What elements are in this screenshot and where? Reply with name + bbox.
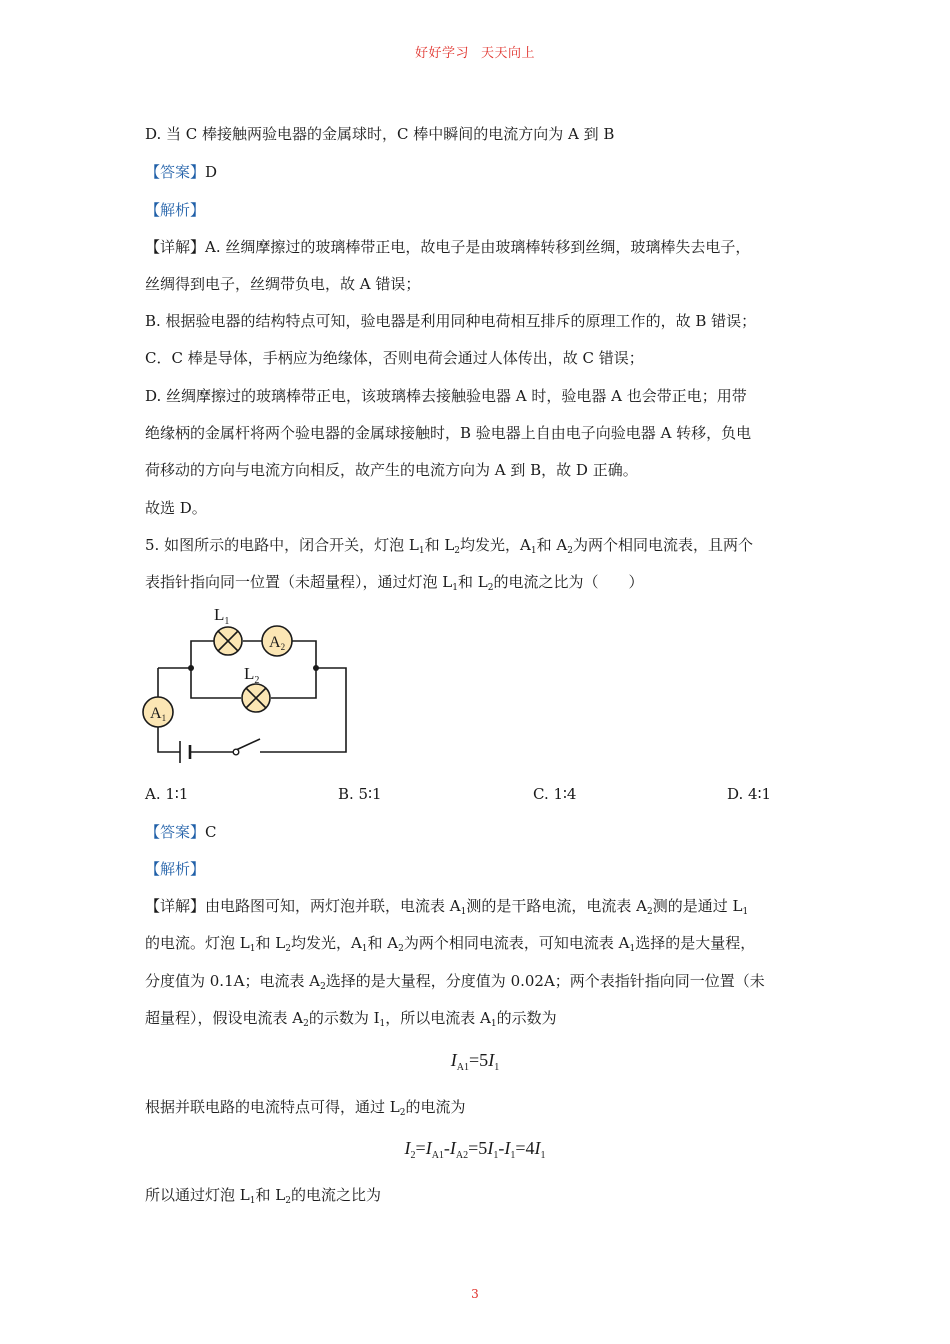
q5-ratio-line xyxy=(145,1185,825,1205)
q4-detail-line-2: 丝绸得到电子，丝绸带负电，故 A 错误； xyxy=(145,275,421,293)
answer-tag: 【答案】 xyxy=(145,823,206,841)
sub: 1 xyxy=(361,944,368,954)
sub: 2 xyxy=(285,1196,291,1206)
page-number: 3 xyxy=(471,1287,479,1301)
sub: A1 xyxy=(431,1150,444,1161)
junction-right xyxy=(313,665,319,671)
text: 所以通过灯泡 L xyxy=(145,1186,250,1204)
text: 和 L xyxy=(255,934,286,952)
text: =4 xyxy=(515,1138,535,1158)
page-header xyxy=(0,42,950,61)
text: 超量程），假设电流表 A xyxy=(145,1009,304,1027)
q4-analysis-tag: 【解析】 xyxy=(145,201,206,219)
sub: 1 xyxy=(493,1150,499,1161)
label-letter: A xyxy=(150,705,162,722)
circuit-diagram xyxy=(140,600,360,770)
sub: 2 xyxy=(646,907,653,917)
q4-detail-line-4: C．C 棒是导体，手柄应为绝缘体，否则电荷会通过人体传出，故 C 错误； xyxy=(145,349,644,367)
text: 的示数为 I xyxy=(308,1009,380,1027)
q4-choice: 故选 D。 xyxy=(145,499,207,517)
wire xyxy=(191,668,241,698)
q5-text-l2-current xyxy=(145,1097,825,1117)
text: 表指针指向同一位置（未超量程），通过灯泡 L xyxy=(145,573,453,591)
text: 和 A xyxy=(367,934,399,952)
label-sub: 2 xyxy=(280,642,286,652)
text: =5 xyxy=(469,1050,489,1070)
text: 均发光，A xyxy=(460,536,531,554)
sub: 1 xyxy=(629,944,636,954)
q5-stem-line-1 xyxy=(145,535,825,555)
text: - xyxy=(443,1138,450,1158)
label-letter: L xyxy=(214,605,225,624)
option-a: A. 1∶1 xyxy=(145,785,189,803)
text: 分度值为 0.1A；电流表 A xyxy=(145,972,321,990)
header-right: 天天向上 xyxy=(481,46,536,61)
text: 测的是干路电流，电流表 A xyxy=(466,897,647,915)
question-number: 5. xyxy=(145,536,160,554)
q5-stem-line-2 xyxy=(145,572,825,592)
q5-detail-line-2 xyxy=(145,933,825,953)
q4-detail-line-1 xyxy=(145,237,825,257)
sub: 1 xyxy=(418,546,425,556)
sub: A2 xyxy=(455,1150,469,1161)
sub: 2 xyxy=(410,1150,416,1161)
sub: 1 xyxy=(510,1150,516,1161)
header-left: 好好学习 xyxy=(414,46,469,61)
sub: 2 xyxy=(285,944,291,954)
text: 选择的是大量程， xyxy=(635,934,756,952)
lamp-l1 xyxy=(214,627,242,655)
text: 为两个相同电流表，可知电流表 A xyxy=(403,934,630,952)
text: 选择的是大量程，分度值为 0.02A；两个表指针指向同一位置（未 xyxy=(325,972,765,990)
switch-pivot xyxy=(233,749,239,755)
text: 的示数为 xyxy=(496,1009,557,1027)
sub: 1 xyxy=(249,944,256,954)
sub: 1 xyxy=(490,1019,497,1029)
q5-options xyxy=(145,785,825,805)
text: 的电流为 xyxy=(405,1098,466,1116)
junction-left xyxy=(188,665,194,671)
text: 的电流之比为 xyxy=(290,1186,381,1204)
q4-detail-line-7: 荷移动的方向与电流方向相反，故产生的电流方向为 A 到 B，故 D 正确。 xyxy=(145,461,638,479)
q4-detail-line-5: D. 丝绸摩擦过的玻璃棒带正电，该玻璃棒去接触验电器 A 时，验电器 A 也会带正电；用带 xyxy=(145,387,747,405)
answer-value: C xyxy=(205,823,217,841)
q4-detail-line-6: 绝缘柄的金属杆将两个验电器的金属球接触时，B 验电器上自由电子向验电器 A 转移，负电 xyxy=(145,424,752,442)
sub: 2 xyxy=(398,944,404,954)
text: 和 L xyxy=(424,536,455,554)
sub: 1 xyxy=(742,907,749,917)
answer-value: D xyxy=(205,163,218,181)
var: I xyxy=(404,1138,411,1158)
var: I xyxy=(425,1138,432,1158)
q5-detail-line-4 xyxy=(145,1008,825,1028)
formula-i2 xyxy=(0,1137,950,1159)
sub: 2 xyxy=(487,583,494,593)
text: =5 xyxy=(468,1138,488,1158)
var: I xyxy=(504,1138,511,1158)
sub: 1 xyxy=(494,1062,500,1073)
q5-analysis-tag: 【解析】 xyxy=(145,860,206,878)
var: I xyxy=(488,1050,495,1070)
q5-detail-line-3 xyxy=(145,971,825,991)
text: 均发光，A xyxy=(290,934,362,952)
detail-tag: 【详解】 xyxy=(145,897,206,915)
sub: 1 xyxy=(530,546,537,556)
var: I xyxy=(487,1138,494,1158)
wire xyxy=(292,641,316,668)
ammeter-a1 xyxy=(143,697,173,727)
wire xyxy=(260,668,346,752)
wire xyxy=(158,727,180,752)
label-sub: 1 xyxy=(161,713,167,723)
var: I xyxy=(450,1050,457,1070)
sub: 2 xyxy=(567,546,573,556)
detail-text: A. 丝绸摩擦过的玻璃棒带正电，故电子是由玻璃棒转移到丝绸，玻璃棒失去电子， xyxy=(205,238,751,256)
text: - xyxy=(498,1138,505,1158)
label-letter: A xyxy=(269,634,281,651)
lamp-l1-label xyxy=(214,605,229,627)
wire xyxy=(271,668,316,698)
q4-answer xyxy=(145,162,825,182)
option-d: D. 4∶1 xyxy=(727,785,772,803)
text: 和 A xyxy=(536,536,568,554)
sub: 2 xyxy=(320,982,326,992)
text: 如图所示的电路中，闭合开关，灯泡 L xyxy=(164,536,419,554)
text: 测的是通过 L xyxy=(652,897,743,915)
label-sub: 2 xyxy=(254,675,260,686)
label-letter: L xyxy=(244,664,255,683)
option-c: C. 1∶4 xyxy=(533,785,577,803)
text: ，所以电流表 A xyxy=(385,1009,491,1027)
sub: 1 xyxy=(460,907,467,917)
text: 的电流。灯泡 L xyxy=(145,934,250,952)
var: I xyxy=(449,1138,456,1158)
sub: 2 xyxy=(454,546,461,556)
detail-tag: 【详解】 xyxy=(145,238,206,256)
label-sub: 1 xyxy=(224,616,230,627)
q4-detail-line-3: B. 根据验电器的结构特点可知，验电器是利用同种电荷相互排斥的原理工作的，故 B 错误； xyxy=(145,312,757,330)
sub: A1 xyxy=(456,1062,470,1073)
sub: 1 xyxy=(249,1196,256,1206)
sub: 1 xyxy=(540,1150,546,1161)
formula-ia1 xyxy=(0,1049,950,1071)
text: 和 L xyxy=(457,573,488,591)
q4-option-d: D. 当 C 棒接触两验电器的金属球时，C 棒中瞬间的电流方向为 A 到 B xyxy=(145,125,615,143)
switch-blade xyxy=(236,739,260,750)
sub: 1 xyxy=(379,1019,386,1029)
lamp-l2 xyxy=(242,684,270,712)
q5-detail-line-1 xyxy=(145,896,825,916)
q5-answer xyxy=(145,822,825,842)
text: 为两个相同电流表，且两个 xyxy=(572,536,753,554)
lamp-l2-label xyxy=(244,664,259,686)
option-b: B. 5∶1 xyxy=(338,785,382,803)
ammeter-a2 xyxy=(262,626,292,656)
text: 的电流之比为（ ） xyxy=(493,573,644,591)
sub: 2 xyxy=(303,1019,309,1029)
wire xyxy=(191,641,214,668)
text: 由电路图可知，两灯泡并联，电流表 A xyxy=(205,897,461,915)
text: 和 L xyxy=(255,1186,286,1204)
var: I xyxy=(534,1138,541,1158)
text: = xyxy=(415,1138,426,1158)
sub: 1 xyxy=(452,583,458,593)
answer-tag: 【答案】 xyxy=(145,163,206,181)
text: 根据并联电路的电流特点可得，通过 L xyxy=(145,1098,400,1116)
sub: 2 xyxy=(399,1108,406,1118)
